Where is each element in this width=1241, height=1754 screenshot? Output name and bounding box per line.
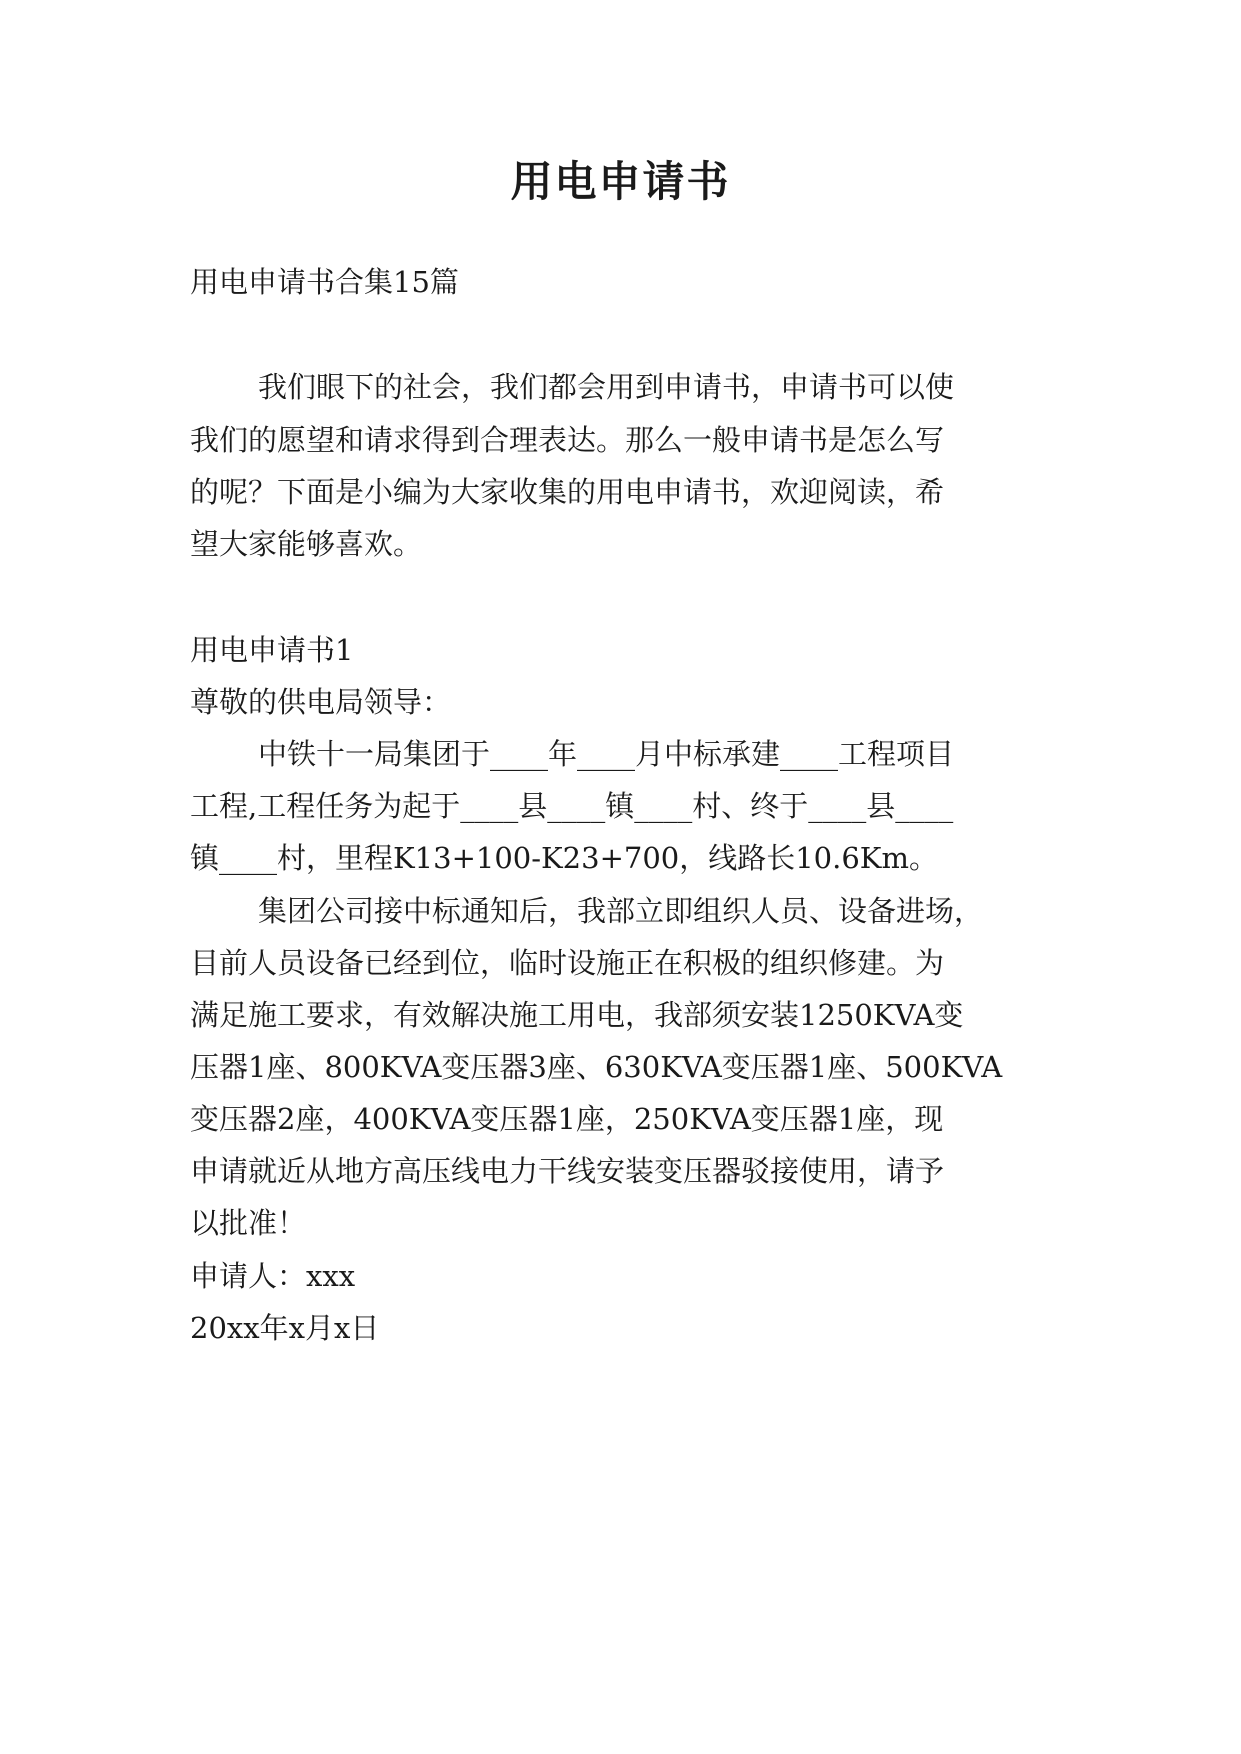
applicant-signature: 申请人：xxx <box>190 1259 356 1293</box>
body-line: 目前人员设备已经到位，临时设施正在积极的组织修建。为 <box>190 946 945 980</box>
body-line: 申请就近从地方高压线电力干线安装变压器驳接使用，请予 <box>190 1154 945 1188</box>
body-line: 中铁十一局集团于____年____月中标承建____工程项目 <box>258 737 955 771</box>
signature-date: 20xx年x月x日 <box>190 1311 380 1345</box>
body-line: 集团公司接中标通知后，我部立即组织人员、设备进场， <box>258 894 984 928</box>
body-line: 工程,工程任务为起于____县____镇____村、终于____县____ <box>190 789 954 823</box>
body-line: 压器1座、800KVA变压器3座、630KVA变压器1座、500KVA <box>190 1050 1003 1084</box>
document-title: 用电申请书 <box>510 157 731 206</box>
body-line: 以批准！ <box>190 1206 307 1240</box>
body-line: 变压器2座，400KVA变压器1座，250KVA变压器1座，现 <box>190 1102 944 1136</box>
intro-line: 我们眼下的社会，我们都会用到申请书，申请书可以使 <box>258 370 955 404</box>
intro-line: 我们的愿望和请求得到合理表达。那么一般申请书是怎么写 <box>190 423 945 457</box>
body-line: 满足施工要求，有效解决施工用电，我部须安装1250KVA变 <box>190 998 964 1032</box>
intro-line: 的呢？下面是小编为大家收集的用电申请书，欢迎阅读，希 <box>190 475 945 509</box>
section-heading: 用电申请书1 <box>190 633 354 667</box>
body-line: 镇____村，里程K13+100-K23+700，线路长10.6Km。 <box>190 841 938 875</box>
intro-line: 望大家能够喜欢。 <box>190 527 423 561</box>
collection-subtitle: 用电申请书合集15篇 <box>190 265 459 299</box>
salutation: 尊敬的供电局领导： <box>190 685 452 719</box>
